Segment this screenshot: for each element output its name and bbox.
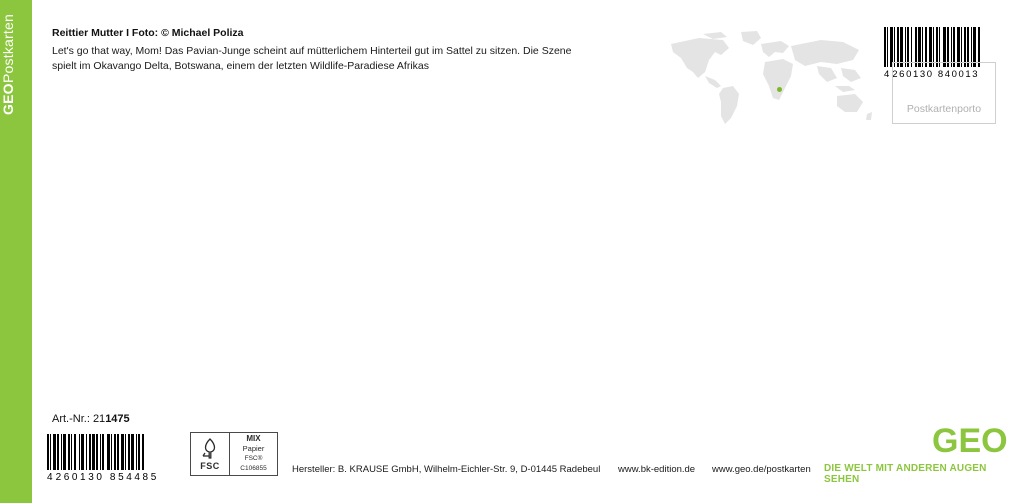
barcode-bars bbox=[47, 434, 172, 470]
stamp-label: Postkartenporto bbox=[906, 103, 982, 115]
spine-series: Postkarten bbox=[0, 14, 16, 83]
caption-body: Let's go that way, Mom! Das Pavian-Junge scheint auf mütterlichem Hinterteil gut im Sattel zu sitzen. Die Szene spielt im Okavango Delta, Botswana, einem der letzten Wildlife-Paradiese Afrikas bbox=[52, 45, 572, 72]
geo-logo: GEO bbox=[932, 422, 1008, 460]
fsc-label bbox=[190, 432, 278, 476]
brand-spine bbox=[0, 0, 32, 503]
publisher-url[interactable]: www.bk-edition.de bbox=[618, 464, 696, 475]
barcode-ean-bottom bbox=[47, 434, 172, 483]
caption-title: Reittier Mutter I Foto: © Michael Poliza bbox=[52, 27, 244, 39]
manufacturer-imprint: Hersteller: B. KRAUSE GmbH, Wilhelm-Eichler-Str. 9, D-01445 Radebeul bbox=[292, 464, 601, 475]
article-number-value: 1475 bbox=[105, 413, 130, 425]
caption-block bbox=[52, 26, 572, 73]
geo-postcards-url[interactable]: www.geo.de/postkarten bbox=[712, 464, 811, 475]
fsc-tree-icon bbox=[200, 438, 220, 460]
barcode-bars bbox=[884, 27, 996, 67]
fsc-material-label: Papier bbox=[242, 444, 265, 453]
barcode-lead-digit: 4 bbox=[884, 69, 893, 80]
fsc-mix-label: MIX bbox=[246, 434, 261, 443]
spine-label bbox=[0, 10, 32, 210]
spine-brand: GEO bbox=[0, 82, 16, 115]
fsc-code: FSC® C106855 bbox=[240, 455, 267, 472]
article-number-prefix: Art.-Nr.: 21 bbox=[52, 413, 106, 425]
barcode-digits: 260130 840013 bbox=[892, 69, 980, 80]
stamp-box bbox=[892, 62, 996, 124]
world-map bbox=[665, 28, 875, 128]
fsc-wordmark: FSC bbox=[200, 460, 220, 471]
fsc-logo bbox=[191, 433, 230, 475]
map-location-marker bbox=[777, 87, 782, 92]
article-number bbox=[52, 413, 130, 425]
fsc-claim bbox=[230, 433, 277, 475]
barcode-number-bottom bbox=[47, 472, 172, 483]
geo-claim: DIE WELT MIT ANDEREN AUGEN SEHEN bbox=[824, 463, 987, 485]
barcode-lead-digit: 4 bbox=[47, 472, 56, 483]
barcode-digits: 260130 854485 bbox=[55, 472, 159, 483]
